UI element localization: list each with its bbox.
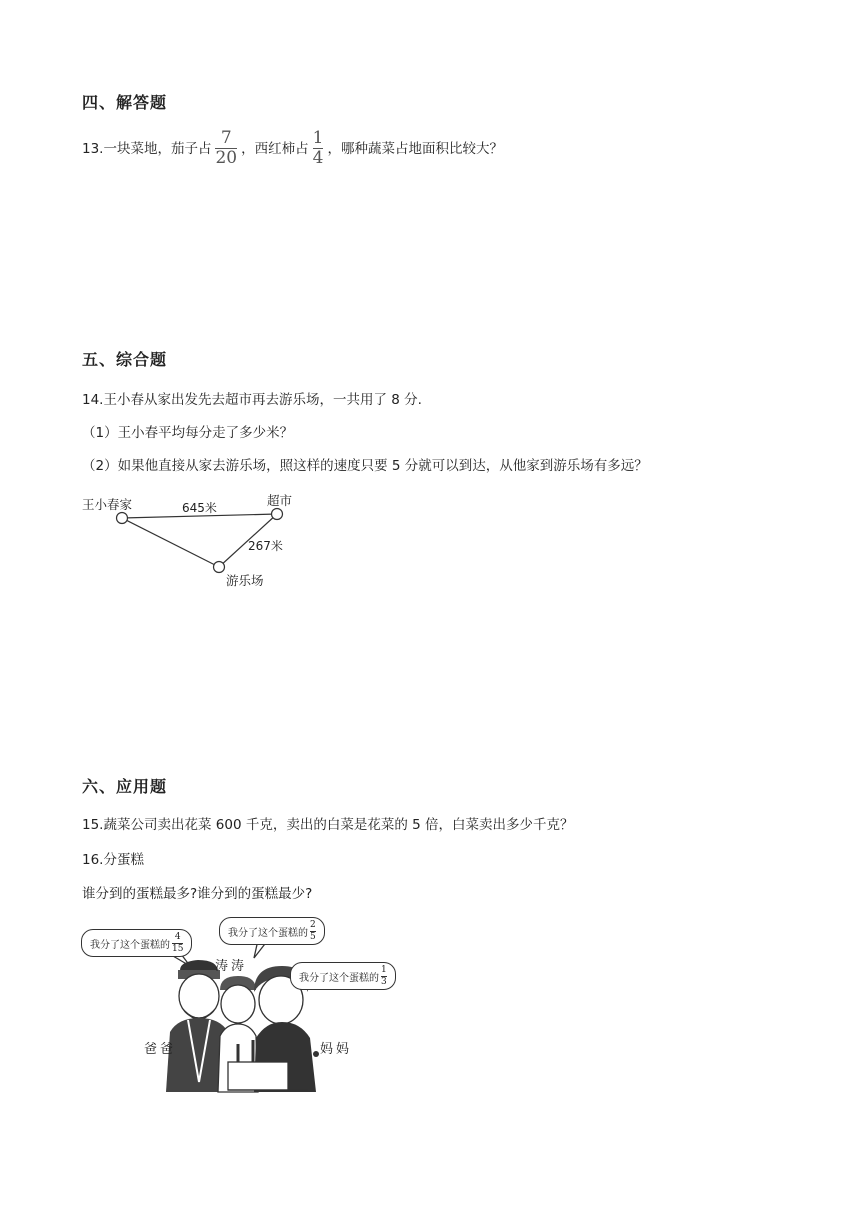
q14-part2: （2）如果他直接从家去游乐场，照这样的速度只要 5 分就可以到达，从他家到游乐场有多远？ xyxy=(82,458,648,474)
mom-speech-bubble xyxy=(290,962,396,990)
dad-speech-bubble xyxy=(81,929,192,957)
q14-part1: （1）王小春平均每分走了多少米？ xyxy=(82,425,294,441)
fraction-4-15 xyxy=(172,933,183,954)
q14-intro: 14.王小春从家出发先去超市再去游乐场，一共用了 8 分. xyxy=(82,392,422,408)
section-heading-6: 六、应用题 xyxy=(82,777,168,796)
route-diagram xyxy=(78,488,318,598)
frac-numerator: 7 xyxy=(220,128,232,148)
fraction-2-5 xyxy=(310,921,316,942)
park-node xyxy=(214,562,225,573)
section-heading-5: 五、综合题 xyxy=(82,350,168,369)
home-label: 王小春家 xyxy=(82,497,133,512)
frac-numerator: 1 xyxy=(312,128,324,148)
fraction-7-20 xyxy=(215,130,237,167)
route-home-park xyxy=(122,518,219,567)
market-label: 超市 xyxy=(267,493,293,508)
frac-denominator: 20 xyxy=(215,148,238,168)
frac-denominator: 3 xyxy=(381,976,387,987)
frac-denominator: 15 xyxy=(172,943,184,954)
frac-numerator: 2 xyxy=(310,919,316,930)
question-15: 15.蔬菜公司卖出花菜 600 千克，卖出的白菜是花菜的 5 倍，白菜卖出多少千克？ xyxy=(82,817,574,833)
fraction-1-4 xyxy=(313,130,324,167)
cake-illustration xyxy=(78,912,423,1097)
mom-bubble-text: 我分了这个蛋糕的 xyxy=(299,972,379,984)
q16-title: 16.分蛋糕 xyxy=(82,852,144,868)
dad-bubble-text: 我分了这个蛋糕的 xyxy=(90,939,170,951)
distance-645-label: 645米 xyxy=(182,501,217,515)
distance-267-label: 267米 xyxy=(248,539,283,553)
dad-label: 爸爸 xyxy=(144,1042,177,1057)
question-13 xyxy=(82,130,503,167)
frac-denominator: 5 xyxy=(310,931,316,942)
q13-prefix: 13.一块菜地，茄子占 xyxy=(82,140,212,157)
market-node xyxy=(272,509,283,520)
section-heading-4: 四、解答题 xyxy=(82,93,168,112)
frac-numerator: 1 xyxy=(381,964,387,975)
home-node xyxy=(117,513,128,524)
park-label: 游乐场 xyxy=(226,573,264,588)
fraction-1-3 xyxy=(381,966,387,987)
frac-numerator: 4 xyxy=(174,931,181,942)
taotao-speech-bubble xyxy=(219,917,325,945)
q16-question: 谁分到的蛋糕最多?谁分到的蛋糕最少? xyxy=(82,886,313,902)
q13-mid: ，西红柿占 xyxy=(241,140,309,157)
frac-denominator: 4 xyxy=(312,148,324,168)
taotao-bubble-text: 我分了这个蛋糕的 xyxy=(228,927,308,939)
mom-label: 妈妈 xyxy=(320,1042,353,1057)
taotao-label: 涛涛 xyxy=(215,959,248,974)
q13-suffix: ，哪种蔬菜占地面积比较大？ xyxy=(327,140,503,157)
